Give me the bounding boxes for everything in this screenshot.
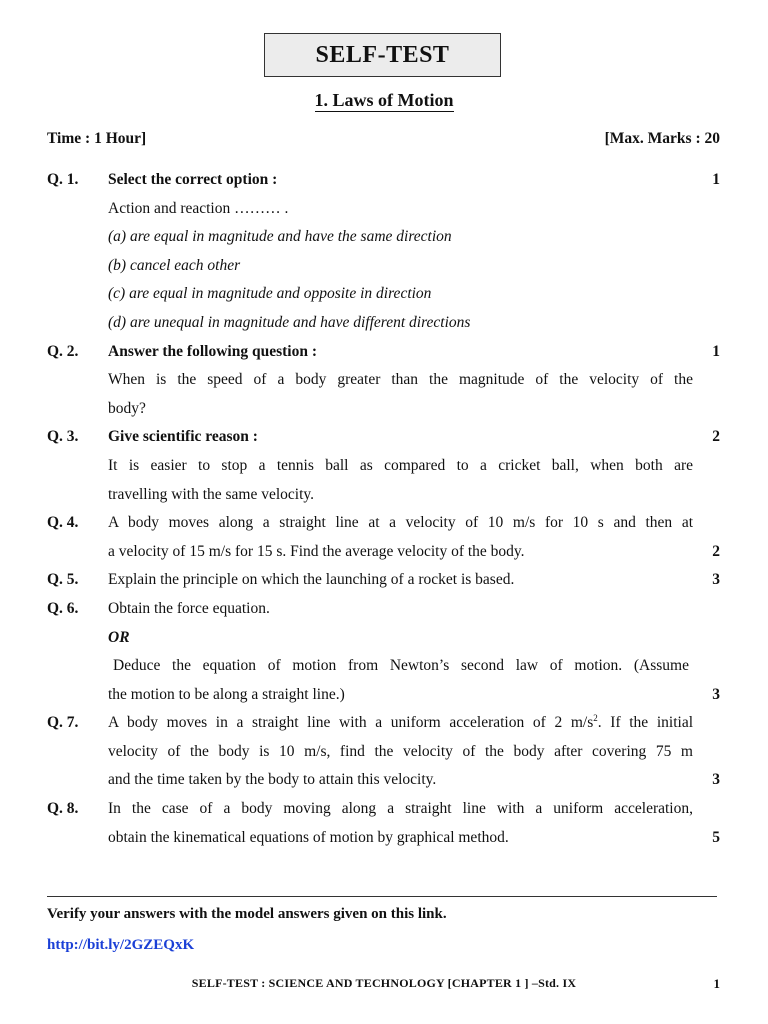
question-marks: 2 — [712, 543, 720, 560]
question-heading: Give scientific reason : — [108, 428, 258, 445]
question-number: Q. 7. — [47, 714, 79, 731]
question-marks: 3 — [712, 571, 720, 588]
max-marks: [Max. Marks : 20 — [604, 130, 720, 147]
chapter-subtitle: 1. Laws of Motion — [314, 90, 454, 110]
title-box — [264, 33, 501, 77]
answers-link[interactable]: http://bit.ly/2GZEQxK — [47, 937, 195, 953]
question-number: Q. 1. — [47, 171, 79, 188]
question-marks: 1 — [712, 343, 720, 360]
running-footer: SELF-TEST : SCIENCE AND TECHNOLOGY [CHAPTER 1 ] –Std. IX — [191, 976, 577, 990]
question-number: Q. 6. — [47, 600, 79, 617]
question-marks: 1 — [712, 171, 720, 188]
divider — [47, 896, 717, 897]
question-number: Q. 4. — [47, 514, 79, 531]
question-prompt: Action and reaction ……… . — [108, 200, 289, 217]
page-title: SELF-TEST — [315, 41, 450, 68]
question-marks: 5 — [712, 829, 720, 846]
question-number: Q. 8. — [47, 800, 79, 817]
question-heading: Select the correct option : — [108, 171, 278, 188]
question-marks: 3 — [712, 686, 720, 703]
question-marks: 2 — [712, 428, 720, 445]
question-marks: 3 — [712, 771, 720, 788]
question-number: Q. 5. — [47, 571, 79, 588]
question-number: Q. 3. — [47, 428, 79, 445]
page-number: 1 — [713, 976, 720, 991]
time-limit: Time : 1 Hour] — [47, 130, 147, 147]
verify-note: Verify your answers with the model answers given on this link. — [47, 906, 447, 922]
question-number: Q. 2. — [47, 343, 79, 360]
question-heading: Answer the following question : — [108, 343, 317, 360]
